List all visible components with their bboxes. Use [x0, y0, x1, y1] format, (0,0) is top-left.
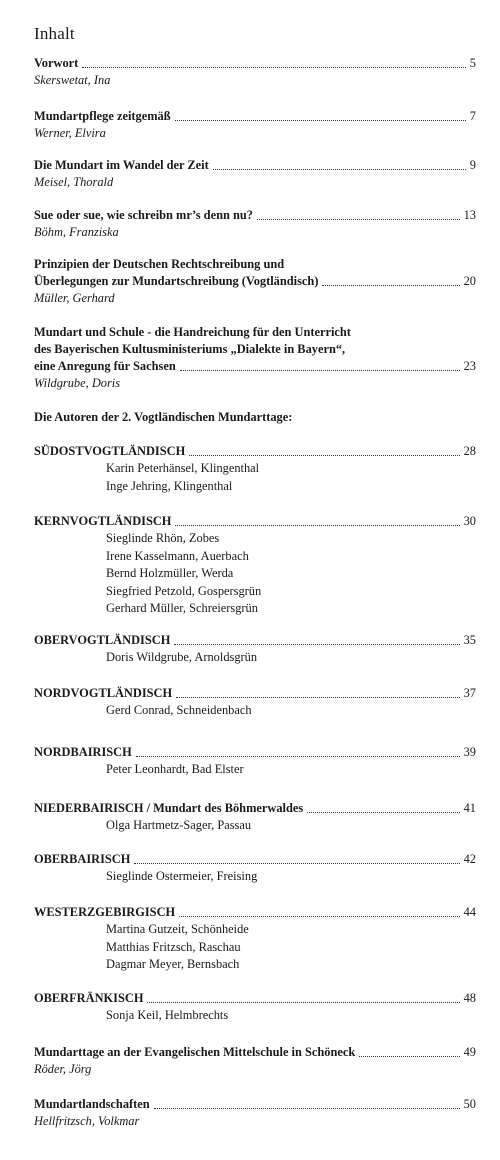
- author-name: Doris Wildgrube, Arnoldsgrün: [106, 650, 258, 664]
- entry-author: Röder, Jörg: [34, 1062, 92, 1076]
- entry-page: 50: [463, 1097, 476, 1111]
- dot-leader: [179, 916, 459, 917]
- author-name: Bernd Holzmüller, Werda: [106, 566, 234, 580]
- toc-entry: [34, 207, 476, 241]
- dot-leader: [307, 812, 459, 813]
- authors-heading: [34, 409, 476, 426]
- toc-entry: [34, 1044, 476, 1078]
- author-name: Dagmar Meyer, Bernsbach: [106, 957, 240, 971]
- section-title: NORDVOGTLÄNDISCH: [34, 686, 173, 700]
- author-name: Karin Peterhänsel, Klingenthal: [106, 461, 260, 475]
- entry-page: 13: [463, 208, 476, 222]
- dot-leader: [82, 67, 466, 68]
- dialect-section: [34, 904, 476, 974]
- entry-title: Vorwort: [34, 56, 79, 70]
- section-page: 37: [463, 686, 476, 700]
- dot-leader: [175, 120, 466, 121]
- author-name: Martina Gutzeit, Schönheide: [106, 922, 249, 936]
- dot-leader: [189, 455, 459, 456]
- section-page: 44: [463, 905, 476, 919]
- dot-leader: [180, 370, 460, 371]
- toc-entry: [34, 157, 476, 191]
- authors-heading-text: Die Autoren der 2. Vogtländischen Mundarttage:: [34, 410, 293, 424]
- toc-heading: Inhalt: [34, 24, 75, 43]
- toc-entry-vorwort: [34, 55, 476, 89]
- section-title: WESTERZGEBIRGISCH: [34, 905, 176, 919]
- section-page: 42: [463, 852, 476, 866]
- section-title: OBERBAIRISCH: [34, 852, 131, 866]
- dialect-section: [34, 990, 476, 1025]
- author-name: Sonja Keil, Helmbrechts: [106, 1008, 229, 1022]
- dot-leader: [176, 697, 459, 698]
- dot-leader: [175, 525, 459, 526]
- toc-entry: [34, 108, 476, 142]
- section-title: KERNVOGTLÄNDISCH: [34, 514, 172, 528]
- entry-page: 9: [469, 158, 476, 172]
- entry-title: Mundarttage an der Evangelischen Mittelschule in Schöneck: [34, 1045, 356, 1059]
- section-title: NORDBAIRISCH: [34, 745, 132, 759]
- entry-title: Mundartlandschaften: [34, 1097, 150, 1111]
- entry-title: Die Mundart im Wandel der Zeit: [34, 158, 209, 172]
- entry-author: Skerswetat, Ina: [34, 73, 111, 87]
- section-title: OBERVOGTLÄNDISCH: [34, 633, 171, 647]
- author-name: Siegfried Petzold, Gospersgrün: [106, 583, 262, 598]
- entry-page: 49: [463, 1045, 476, 1059]
- dialect-section: [34, 443, 476, 495]
- dot-leader: [322, 285, 459, 286]
- entry-page: 20: [463, 274, 476, 288]
- dialect-section: [34, 513, 476, 618]
- entry-title: Mundartpflege zeitgemäß: [34, 109, 171, 123]
- author-name: Sieglinde Ostermeier, Freising: [106, 869, 258, 883]
- entry-author: Wildgrube, Doris: [34, 376, 121, 390]
- entry-title-line: Prinzipien der Deutschen Rechtschreibung und: [34, 257, 285, 271]
- entry-author: Müller, Gerhard: [34, 291, 115, 305]
- dot-leader: [154, 1108, 460, 1109]
- author-name: Sieglinde Rhön, Zobes: [106, 531, 220, 545]
- author-name: Irene Kasselmann, Auerbach: [106, 548, 249, 563]
- author-name: Matthias Fritzsch, Raschau: [106, 939, 241, 954]
- dialect-section: [34, 632, 476, 667]
- author-name: Olga Hartmetz-Sager, Passau: [106, 818, 252, 832]
- section-page: 48: [463, 991, 476, 1005]
- author-name: Gerhard Müller, Schreiersgrün: [106, 601, 258, 615]
- dialect-section: [34, 744, 476, 779]
- toc-entry: [34, 1096, 476, 1130]
- dot-leader: [257, 219, 460, 220]
- dot-leader: [147, 1002, 459, 1003]
- section-title: NIEDERBAIRISCH / Mundart des Böhmerwaldes: [34, 801, 304, 815]
- entry-title-line: des Bayerischen Kultusministeriums „Dialekte in Bayern“,: [34, 342, 346, 356]
- entry-title: eine Anregung für Sachsen: [34, 359, 176, 373]
- section-page: 28: [463, 444, 476, 458]
- entry-author: Hellfritzsch, Volkmar: [34, 1114, 140, 1128]
- dialect-section: [34, 685, 476, 720]
- entry-title-line: Mundart und Schule - die Handreichung für den Unterricht: [34, 325, 351, 339]
- author-name: Gerd Conrad, Schneidenbach: [106, 703, 252, 717]
- entry-author: Böhm, Franziska: [34, 225, 119, 239]
- entry-author: Meisel, Thorald: [34, 175, 114, 189]
- section-page: 41: [463, 801, 476, 815]
- dot-leader: [174, 644, 459, 645]
- toc-entry: [34, 256, 476, 307]
- section-page: 35: [463, 633, 476, 647]
- entry-title: Überlegungen zur Mundartschreibung (Vogtländisch): [34, 274, 319, 288]
- dot-leader: [359, 1056, 459, 1057]
- entry-page: 7: [469, 109, 476, 123]
- entry-page: 5: [469, 56, 476, 70]
- toc-entry: [34, 324, 476, 392]
- entry-title: Sue oder sue, wie schreibn mr’s denn nu?: [34, 208, 253, 222]
- section-page: 30: [463, 514, 476, 528]
- dialect-section: [34, 800, 476, 835]
- entry-author: Werner, Elvira: [34, 126, 106, 140]
- dot-leader: [134, 863, 459, 864]
- section-title: SÜDOSTVOGTLÄNDISCH: [34, 444, 186, 458]
- section-page: 39: [463, 745, 476, 759]
- dot-leader: [136, 756, 460, 757]
- entry-page: 23: [463, 359, 476, 373]
- dot-leader: [213, 169, 466, 170]
- author-name: Inge Jehring, Klingenthal: [106, 478, 233, 493]
- author-name: Peter Leonhardt, Bad Elster: [106, 762, 244, 776]
- section-title: OBERFRÄNKISCH: [34, 991, 144, 1005]
- dialect-section: [34, 851, 476, 886]
